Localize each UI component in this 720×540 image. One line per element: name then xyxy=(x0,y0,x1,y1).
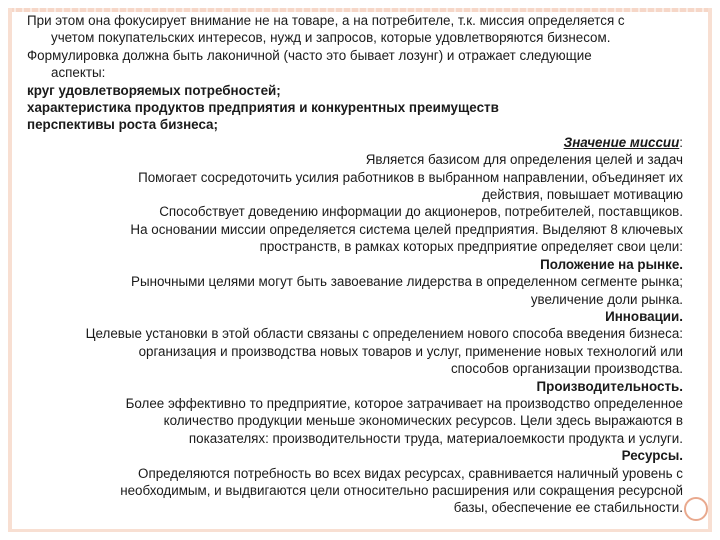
innovation-heading: Инновации. xyxy=(605,308,683,324)
slide-text-body xyxy=(27,12,683,517)
decorative-ring-icon xyxy=(684,497,708,521)
mission-value-line: Является базисом для определения целей и задач xyxy=(365,152,683,168)
aspect-item: характеристика продуктов предприятия и конкурентных преимуществ xyxy=(27,100,499,116)
mission-value-heading xyxy=(27,134,683,151)
slide-border-left xyxy=(8,8,12,532)
productivity-line: Более эффективно то предприятие, которое затрачивает на производство определенное xyxy=(125,395,683,411)
mission-value-line: Помогает сосредоточить усилия работников в выбранном направлении, объединяет их xyxy=(138,169,683,185)
productivity-heading: Производительность. xyxy=(536,378,683,394)
resources-line: базы, обеспечение ее стабильности. xyxy=(453,500,683,516)
resources-line: необходимым, и выдвигаются цели относительно расширения или сокращения ресурсной xyxy=(120,482,683,498)
mission-value-heading-colon: : xyxy=(679,134,683,150)
mission-value-heading-text: Значение миссии xyxy=(563,134,680,150)
mission-value-line: На основании миссии определяется система целей предприятия. Выделяют 8 ключевых xyxy=(130,221,683,237)
intro-line: аспекты: xyxy=(51,65,106,81)
market-line: увеличение доли рынка. xyxy=(530,291,683,307)
innovation-line: Целевые установки в этой области связаны с определением нового способа введения бизнеса: xyxy=(85,326,683,342)
innovation-line: способов организации производства. xyxy=(450,361,683,377)
productivity-line: показателях: производительности труда, материалоемкости продукта и услуги. xyxy=(188,430,683,446)
market-line: Рыночными целями могут быть завоевание лидерства в определенном сегменте рынка; xyxy=(131,274,683,290)
intro-line: Формулировка должна быть лаконичной (часто это бывает лозунг) и отражает следующие xyxy=(27,47,592,63)
intro-line: При этом она фокусирует внимание не на товаре, а на потребителе, т.к. миссия определяется с xyxy=(27,13,625,28)
slide-border-right xyxy=(708,8,712,532)
mission-value-line: пространств, в рамках которых предприятие определяет свои цели: xyxy=(259,239,683,255)
mission-value-line: действия, повышает мотивацию xyxy=(482,187,683,203)
resources-line: Определяются потребность во всех видах ресурсах, сравнивается наличный уровень с xyxy=(138,465,683,481)
aspect-item: перспективы роста бизнеса; xyxy=(27,117,218,133)
aspect-item: круг удовлетворяемых потребностей; xyxy=(27,82,281,98)
productivity-line: количество продукции меньше экономических ресурсов. Цели здесь выражаются в xyxy=(163,413,683,429)
market-heading: Положение на рынке. xyxy=(540,256,683,272)
mission-value-line: Способствует доведению информации до акционеров, потребителей, поставщиков. xyxy=(159,204,683,220)
resources-heading: Ресурсы. xyxy=(621,448,683,464)
slide-border-bottom xyxy=(8,529,712,532)
intro-line: учетом покупательских интересов, нужд и запросов, которые удовлетворяются бизнесом. xyxy=(51,30,611,46)
innovation-line: организация и производства новых товаров и услуг, применение новых технологий или xyxy=(138,343,683,359)
